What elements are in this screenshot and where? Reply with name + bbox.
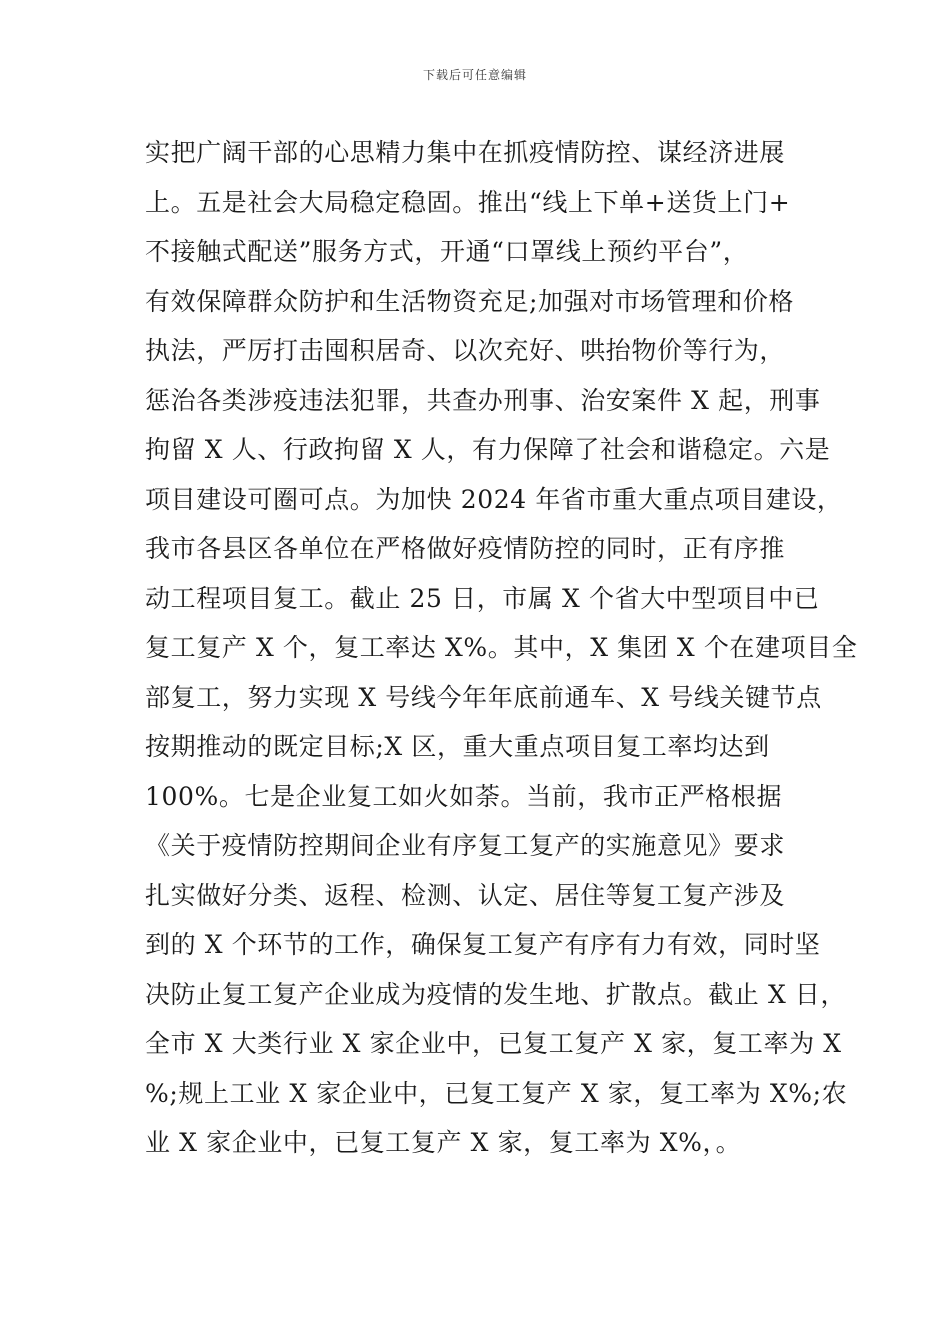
paragraph-line: 《关于疫情防控期间企业有序复工复产的实施意见》要求 — [145, 831, 786, 860]
document-body — [145, 128, 858, 1168]
paragraph-line: 动工程项目复工。截止 25 日，市属 X 个省大中型项目中已 — [145, 583, 820, 613]
paragraph-line: 不接触式配送”服务方式，开通“口罩线上预约平台”， — [145, 237, 749, 266]
paragraph-line: 全市 X 大类行业 X 家企业中，已复工复产 X 家，复工率为 X — [145, 1029, 842, 1058]
paragraph-line: 复工复产 X 个，复工率达 X%。其中，X 集团 X 个在建项目全 — [145, 633, 858, 662]
paragraph-line: 到的 X 个环节的工作，确保复工复产有序有力有效，同时坚 — [145, 930, 821, 959]
paragraph-line: 项目建设可圈可点。为加快 2024 年省市重大重点项目建设， — [145, 484, 843, 514]
paragraph-line: 业 X 家企业中，已复工复产 X 家，复工率为 X%，。 — [145, 1128, 742, 1157]
paragraph-line: 有效保障群众防护和生活物资充足;加强对市场管理和价格 — [145, 286, 795, 316]
paragraph-line: 按期推动的既定目标;X 区，重大重点项目复工率均达到 — [145, 732, 770, 761]
paragraph-line: 我市各县区各单位在严格做好疫情防控的同时，正有序推 — [145, 534, 786, 563]
paragraph-line: %;规上工业 X 家企业中，已复工复产 X 家，复工率为 X%;农 — [145, 1078, 848, 1108]
paragraph-line: 惩治各类涉疫违法犯罪，共查办刑事、治安案件 X 起，刑事 — [145, 385, 821, 415]
paragraph-line: 100%。七是企业复工如火如荼。当前，我市正严格根据 — [145, 781, 783, 811]
paragraph-line: 扎实做好分类、返程、检测、认定、居住等复工复产涉及 — [145, 880, 786, 910]
paragraph-line: 部复工，努力实现 X 号线今年年底前通车、X 号线关键节点 — [145, 682, 822, 712]
paragraph-line: 执法，严厉打击囤积居奇、以次充好、哄抬物价等行为， — [145, 336, 786, 365]
download-edit-note: 下载后可任意编辑 — [422, 68, 527, 82]
paragraph-line: 拘留 X 人、行政拘留 X 人，有力保障了社会和谐稳定。六是 — [145, 435, 831, 464]
paragraph-line: 决防止复工复产企业成为疫情的发生地、扩散点。截止 X 日， — [145, 979, 847, 1009]
paragraph-line: 实把广阔干部的心思精力集中在抓疫情防控、谋经济进展 — [145, 138, 786, 167]
paragraph-line: 上。五是社会大局稳定稳固。推出“线上下单+送货上门+ — [145, 187, 791, 217]
